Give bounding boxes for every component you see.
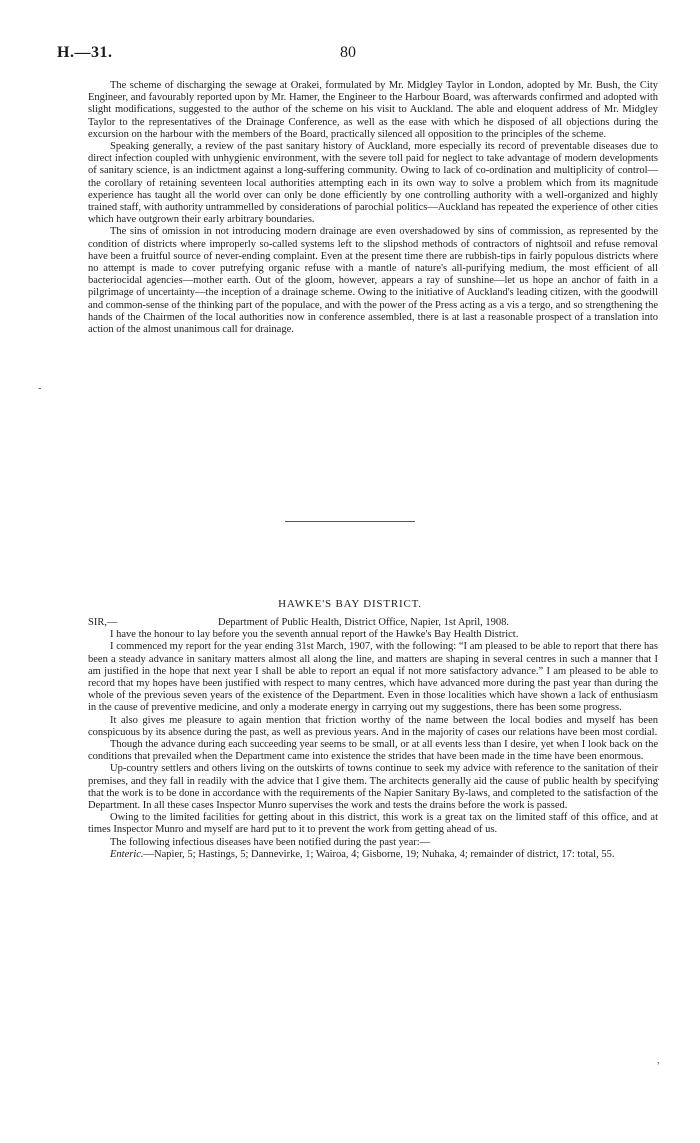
report-reference: H.—31. [57,44,113,61]
hawkes-bay-report-section [88,617,661,861]
auckland-drainage-section [88,80,658,336]
paragraph: Though the advance during each succeeding year seems to be small, or at all events less than I desire, yet when I look back on the conditions that prevailed when the Department came into existence the strides that have been made in the time have been enormous. [88,739,658,763]
margin-mark: , [657,1055,660,1066]
paragraph: Speaking generally, a review of the past sanitary history of Auckland, more especially its record of preventable diseases due to direct infection coupled with unhygienic environment, with the severe toll paid for neglect to take advantage of modern developments of sanitary science, is an indictment against a long-suffering community. Owing to lack of co-ordination and multiplicity of control—the corollary of retaining seventeen local authorities attempting each in its own way to solve a problem which from its magnitude experience has taught all the world over can only be done efficiently by one controlling authority with a well-organized and highly trained staff, with authority untrammelled by considerations of parochial politics—Auckland has repeated the experience of other cities which have outgrown their early arbitrary boundaries. [88,141,658,226]
paragraph: It also gives me pleasure to again mention that friction worthy of the name between the local bodies and myself has been conspicuous by its absence during the past, as well as previous years. And in the majority of cases our relations have been most cordial. [88,714,658,738]
margin-mark: - [38,383,42,394]
disease-counts: —Napier, 5; Hastings, 5; Dannevirke, 1; Wairoa, 4; Gisborne, 19; Nuhaka, 4; remainder of district, 17: total, 55. [143,848,615,860]
salutation: SIR,— [88,617,118,628]
disease-label: Enteric. [110,848,144,860]
paragraph: Up-country settlers and others living on the outskirts of towns continue to seek my advice with reference to the sanitation of their premises, and they fall in readily with the advice that I give them. The architects generally aid the cause of public health by specifying that the work is to be done in accordance with the requirements of the Napier Sanitary By-laws, and completed to the satisfaction of the Department. In all these cases Inspector Munro supervises the work and tests the drains before the work is passed. [88,763,658,812]
margin-mark: · [657,775,661,786]
office-dateline: Department of Public Health, District Office, Napier, 1st April, 1908. [218,617,509,628]
district-heading: HAWKE'S BAY DISTRICT. [278,598,422,610]
paragraph: I have the honour to lay before you the seventh annual report of the Hawke's Bay Health District. [110,629,519,641]
paragraph: The following infectious diseases have been notified during the past year:— [110,836,431,848]
paragraph: The scheme of discharging the sewage at Orakei, formulated by Mr. Midgley Taylor in London, adopted by Mr. Bush, the City Engineer, and favourably reported upon by Mr. Hamer, the Engineer to the Harbour Board, was afterwards confirmed and adopted with slight modifications, suggested to the author of the scheme on his visit to Auckland. The able and eloquent address of Mr. Midgley Taylor to the representatives of the Drainage Conference, as well as the ease with which he disposed of all objections during the excursion on the harbour with the members of the Board, practically silenced all opposition to the principles of the scheme. [88,80,658,140]
disease-notification-line [88,849,658,861]
page-number: 80 [340,44,356,61]
paragraph: Owing to the limited facilities for getting about in this district, this work is a great tax on the limited staff of this office, and at times Inspector Munro and myself are hard put to it to prevent the work from getting ahead of us. [88,812,658,836]
section-divider [285,521,415,522]
letter-header [88,617,658,629]
paragraph: I commenced my report for the year ending 31st March, 1907, with the following: “I am pleased to be able to report that there has been a steady advance in sanitary matters almost all along the line, and matters are shaping in several centres in such a manner that I am justified in the hope that next year I shall be able to report an equal if not more satisfactory advance.” I am pleased to be able to record that my hopes have been justified with respect to many centres, which have advanced more during the past year than during the whole of the previous seven years of the existence of the Department. Even in those localities which have shown a lack of enthusiasm in the cause of preventive medicine, and only a moderate energy in carrying out my suggestions, there has been some progress. [88,641,658,714]
paragraph: The sins of omission in not introducing modern drainage are even overshadowed by sins of commission, as represented by the condition of districts where improperly so-called systems left to the slipshod methods of contractors of nightsoil and refuse removal have been a fruitful source of never-ending complaint. Even at the present time there are rubbish-tips in fairly populous districts where no attempt is made to cover putrefying organic refuse with a mantle of nature's all-purifying medium, the most efficient of all bacteriocidal agencies—mother earth. Out of the gloom, however, appears a ray of sunshine—let us hope an anchor of faith in a pilgrimage of uncertainty—the inception of a drainage scheme. Owing to the initiative of Auckland's leading citizen, with the goodwill and common-sense of the thinking part of the populace, and with the power of the Press acting as a vis a tergo, and so strengthening the hands of the Chairmen of the local authorities now in conference assembled, there is at last a reasonable prospect of a translation into action of the almost unanimous call for drainage. [88,226,658,336]
